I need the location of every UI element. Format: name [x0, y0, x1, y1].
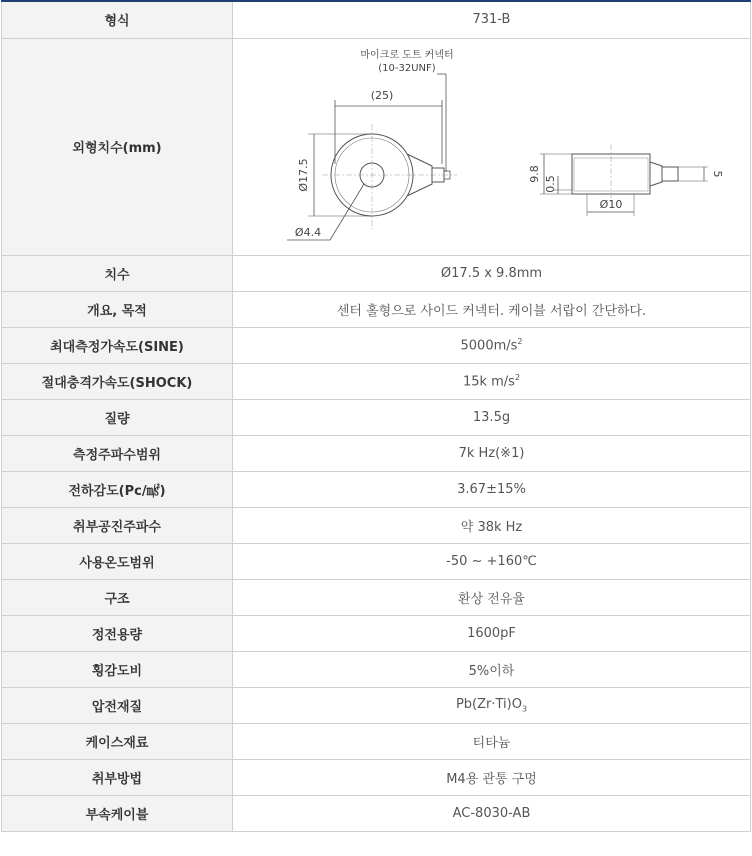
row-value [233, 579, 751, 615]
row-label: 압전재질 [2, 687, 233, 723]
row-value [233, 435, 751, 471]
row-label: 형식 [2, 1, 233, 38]
row-value [233, 723, 751, 759]
table-row [2, 255, 751, 291]
row-label: 치수 [2, 255, 233, 291]
row-value [233, 543, 751, 579]
table-row [2, 399, 751, 435]
row-label: 케이스재료 [2, 723, 233, 759]
row-value-text: 5%이하 [468, 663, 515, 679]
row-label: 외형치수(mm) [2, 38, 233, 255]
row-value: 731-B [233, 1, 751, 38]
spec-rows [2, 255, 751, 831]
row-value [233, 795, 751, 831]
row-value [233, 615, 751, 651]
superscript: 2 [514, 372, 521, 382]
table-row [2, 723, 751, 759]
row-value-text: 7k Hz(※1) [458, 445, 525, 461]
table-row [2, 795, 751, 831]
table-row [2, 759, 751, 795]
dim-bottom: Ø10 [599, 198, 622, 211]
row-value [233, 507, 751, 543]
row-label: 취부공진주파수 [2, 507, 233, 543]
dim-length: (25) [370, 89, 393, 102]
table-row [2, 507, 751, 543]
row-value-text: 약 38k Hz [460, 519, 523, 535]
row-value-text: Pb(Zr·Ti)O [455, 696, 522, 712]
row-value-text: 3.67±15% [457, 481, 526, 497]
row-value [233, 327, 751, 363]
row-value-text: -50 ~ +160℃ [446, 553, 537, 569]
row-value [233, 651, 751, 687]
row-value [233, 687, 751, 723]
table-row-dimensions-drawing [2, 38, 751, 255]
dimension-drawing-svg [242, 44, 742, 249]
row-value-text: 티타늄 [472, 735, 511, 751]
row-value-text: 13.5g [472, 409, 511, 425]
row-label: 구조 [2, 579, 233, 615]
subscript: 3 [521, 704, 528, 714]
table-row-model [2, 1, 751, 38]
table-row [2, 579, 751, 615]
row-label: 사용온도범위 [2, 543, 233, 579]
row-label: 개요, 목적 [2, 291, 233, 327]
dim-connector: 5 [710, 170, 724, 178]
row-value-text: 5000m/s [460, 338, 518, 354]
row-label: 질량 [2, 399, 233, 435]
row-label: 전하감도(Pc/㎨) [2, 471, 233, 507]
row-value-text: Ø17.5 x 9.8mm [440, 265, 543, 281]
row-value [233, 471, 751, 507]
row-value-text: 1600pF [467, 625, 516, 641]
dim-hole: Ø4.4 [294, 226, 321, 239]
table-row [2, 435, 751, 471]
dim-height: 9.8 [527, 165, 541, 183]
table-row [2, 363, 751, 399]
row-value-text: M4용 관통 구멍 [446, 771, 537, 787]
row-value [233, 759, 751, 795]
connector-note: 마이크로 도트 커넥터 [359, 50, 454, 61]
row-value-text: 환상 전유율 [458, 591, 525, 607]
row-label: 정전용량 [2, 615, 233, 651]
table-row [2, 543, 751, 579]
dim-base: 0.5 [543, 175, 557, 193]
table-row [2, 471, 751, 507]
superscript: 2 [517, 336, 523, 346]
table-row [2, 615, 751, 651]
row-value [233, 399, 751, 435]
table-row [2, 291, 751, 327]
dim-diameter: Ø17.5 [296, 158, 310, 192]
row-label: 횡감도비 [2, 651, 233, 687]
row-label: 측정주파수범위 [2, 435, 233, 471]
row-label: 부속케이블 [2, 795, 233, 831]
row-label: 취부방법 [2, 759, 233, 795]
table-row [2, 327, 751, 363]
table-row [2, 687, 751, 723]
connector-spec: (10-32UNF) [377, 63, 436, 74]
spec-table [1, 0, 751, 832]
row-value [233, 363, 751, 399]
row-label: 절대충격가속도(SHOCK) [2, 363, 233, 399]
row-value-text: 센터 홀형으로 사이드 커넥터. 케이블 서랍이 간단하다. [336, 303, 647, 319]
row-value [233, 291, 751, 327]
dimension-drawing [233, 38, 751, 255]
row-value-text: 15k m/s [462, 374, 515, 390]
row-value-text: AC-8030-AB [452, 805, 531, 821]
row-value [233, 255, 751, 291]
row-label: 최대측정가속도(SINE) [2, 327, 233, 363]
table-row [2, 651, 751, 687]
